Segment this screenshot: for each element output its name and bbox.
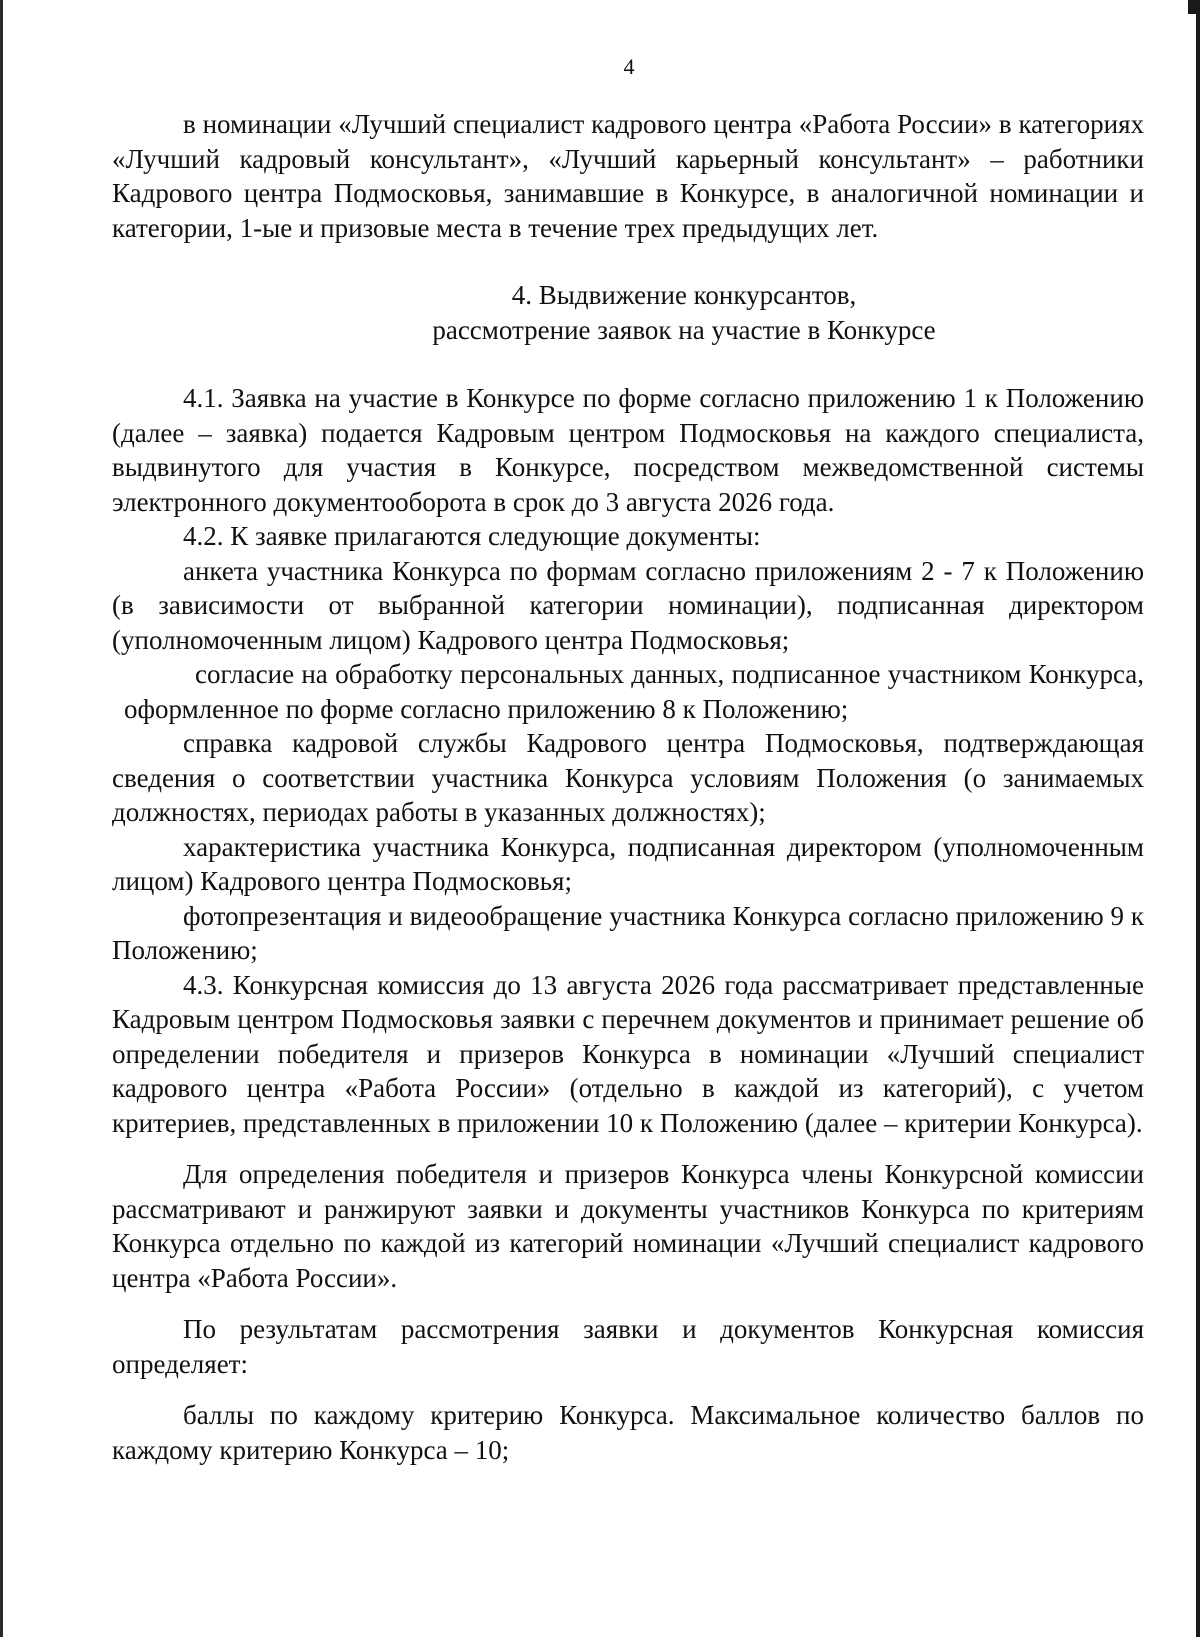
paragraph-scores: баллы по каждому критерию Конкурса. Максимальное количество баллов по каждому критерию Конкурса – 10; (112, 1400, 1144, 1465)
section-heading-line1: 4. Выдвижение конкурсантов, (511, 280, 857, 310)
scan-corner-mark (1188, 0, 1200, 14)
paragraph-ranking: Для определения победителя и призеров Конкурса члены Конкурсной комиссии рассматривают и ранжируют заявки и документы участников Конкурса по критериям Конкурса отдельно по каждой из категорий номинации «Лучший специалист кадрового центра «Работа России». (112, 1159, 1144, 1293)
section-heading-line2: рассмотрение заявок на участие в Конкурсе (432, 314, 936, 345)
section-heading (112, 278, 1144, 347)
paragraph-photo-video: фотопрезентация и видеообращение участника Конкурса согласно приложению 9 к Положению; (112, 900, 1144, 965)
paragraph-4-2: 4.2. К заявке прилагаются следующие документы: (183, 521, 761, 551)
paragraph-4-3: 4.3. Конкурсная комиссия до 13 августа 2026 года рассматривает представленные Кадровым центром Подмосковья заявки с перечнем документов и принимает решение об определении победителя и призеров Конкурса в номинации «Лучший специалист кадрового центра «Работа России» (отдельно в каждой из категорий), с учетом критериев, представленных в приложении 10 к Положению (далее – критерии Конкурса). (112, 969, 1144, 1138)
paragraph-questionnaire: анкета участника Конкурса по формам согласно приложениям 2 - 7 к Положению (в зависимости от выбранной категории номинации), подписанная директором (уполномоченным лицом) Кадрового центра Подмосковья; (112, 555, 1144, 655)
scan-edge-left (0, 0, 3, 1637)
page-number: 4 (623, 54, 635, 79)
paragraph-results: По результатам рассмотрения заявки и документов Конкурсная комиссия определяет: (112, 1314, 1144, 1379)
intro-paragraph: в номинации «Лучший специалист кадрового центра «Работа России» в категориях «Лучший кадровый консультант», «Лучший карьерный консультант» – работники Кадрового центра Подмосковья, занимавшие в Конкурсе, в аналогичной номинации и категории, 1-ые и призовые места в течение трех предыдущих лет. (112, 109, 1144, 243)
document-body (112, 107, 1144, 1467)
scan-edge-right (1196, 0, 1200, 1637)
paragraph-4-1: 4.1. Заявка на участие в Конкурсе по форме согласно приложению 1 к Положению (далее – заявка) подается Кадровым центром Подмосковья на каждого специалиста, выдвинутого для участия в Конкурсе, посредством межведомственной системы электронного документооборота в срок до 3 августа 2026 года. (112, 383, 1144, 517)
paragraph-consent: согласие на обработку персональных данных, подписанное участником Конкурса, оформленное по форме согласно приложению 8 к Положению; (124, 659, 1144, 724)
paragraph-hr-certificate: справка кадровой службы Кадрового центра Подмосковья, подтверждающая сведения о соответствии участника Конкурса условиям Положения (о занимаемых должностях, периодах работы в указанных должностях); (112, 728, 1144, 827)
paragraph-reference: характеристика участника Конкурса, подписанная директором (уполномоченным лицом) Кадрового центра Подмосковья; (112, 831, 1144, 896)
